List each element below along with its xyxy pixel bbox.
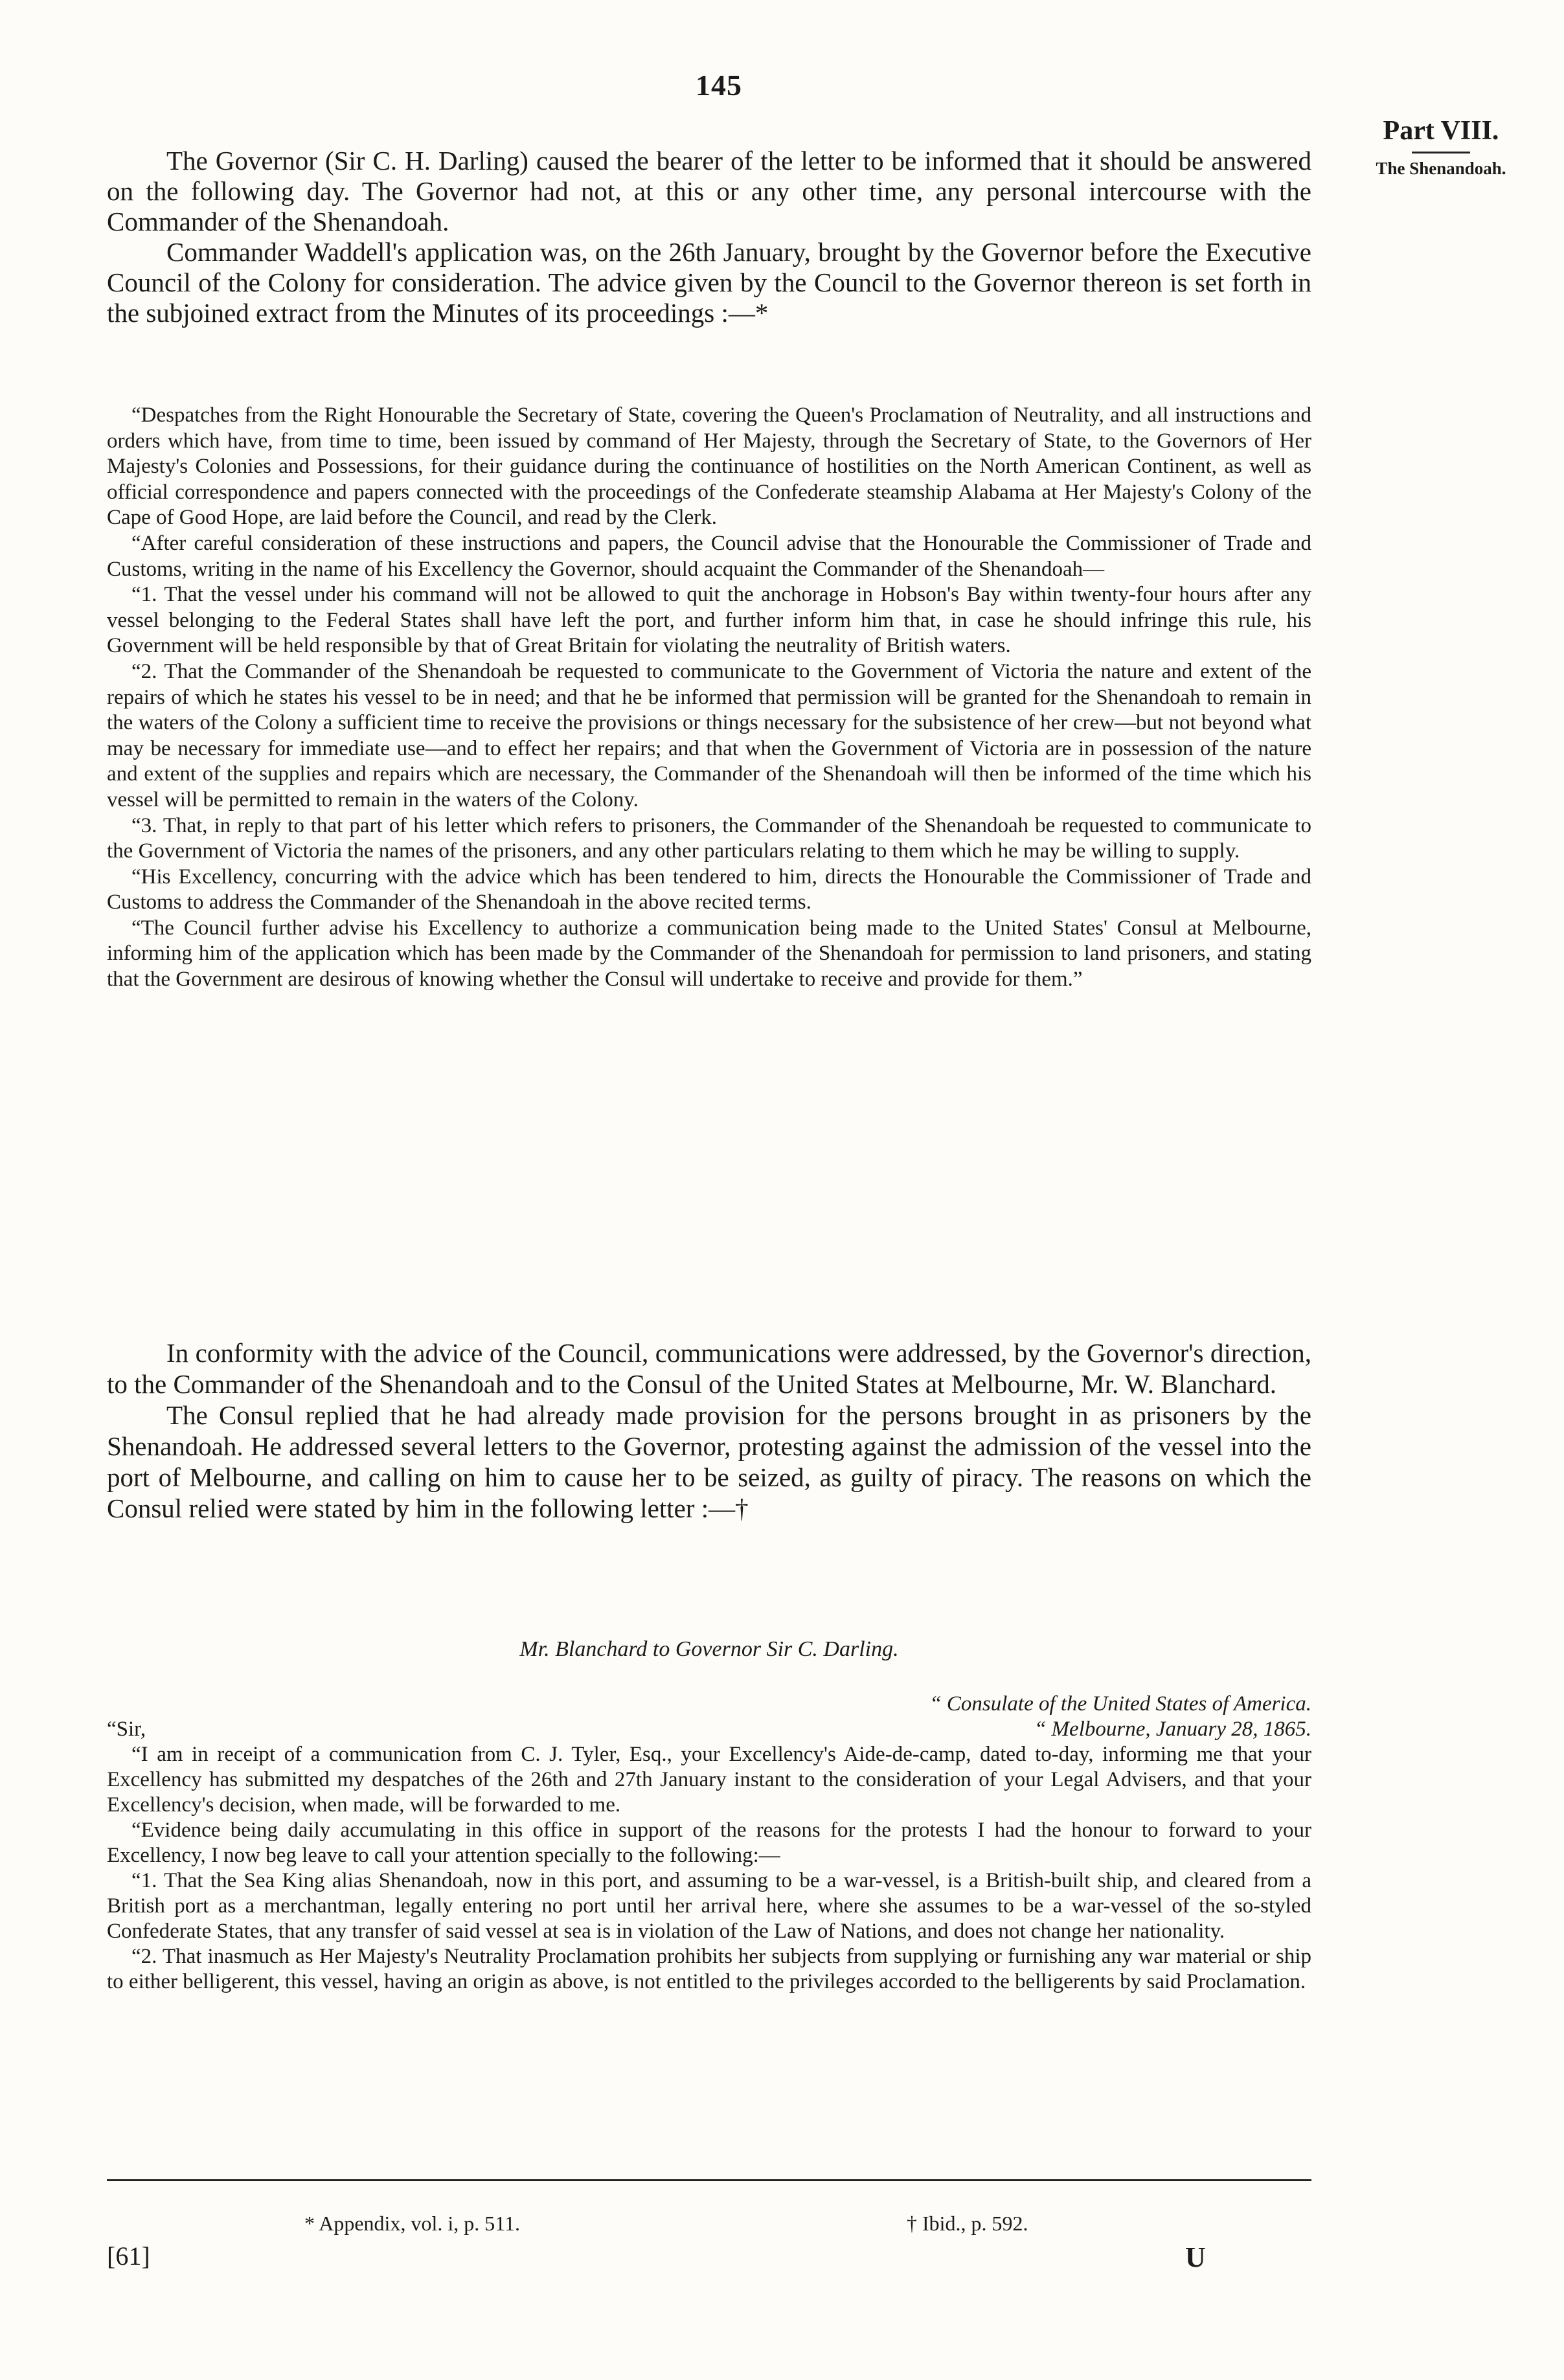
quote-paragraph: “The Council further advise his Excellency to authorize a communication being made to the United States' Consul at Melbourne, informing him of the application which has been made by the Commander of the Shenandoah for permission to land prisoners, and stating that the Government are desirous of knowing whether the Consul will undertake to receive and provide for them.” <box>107 916 1311 992</box>
letter-salutation <box>107 1717 1311 1742</box>
quote-paragraph: “2. That the Commander of the Shenandoah be requested to communicate to the Government of Victoria the nature and extent of the repairs of which he states his vessel to be in need; and that he be informed that permission will be granted for the Shenandoah to remain in the waters of the Colony a sufficient time to receive the provisions or things necessary for the subsistence of her crew—but not beyond what may be necessary for immediate use—and to effect her repairs; and that when the Government of Victoria are in possession of the nature and extent of the supplies and repairs which are necessary, the Commander of the Shenandoah will then be informed of the time which his vessel will be permitted to remain in the waters of the Colony. <box>107 659 1311 811</box>
margin-rule <box>1412 152 1470 153</box>
margin-note <box>1334 115 1548 179</box>
intro-section <box>107 146 1311 328</box>
page-number: 145 <box>696 69 742 102</box>
letter-paragraph: “2. That inasmuch as Her Majesty's Neutrality Proclamation prohibits her subjects from supplying or furnishing any war material or ship to either belligerent, this vessel, having an origin as above, is not entitled to the privileges accorded to the belligerents by said Proclamation. <box>107 1945 1311 1993</box>
quote-paragraph: “3. That, in reply to that part of his letter which refers to prisoners, the Commander of the Shenandoah be requested to communicate to the Government of Victoria the names of the prisoners, and any other particulars relating to them which he may be willing to supply. <box>107 813 1311 863</box>
footnote-ibid: † Ibid., p. 592. <box>907 2212 1028 2235</box>
quote-paragraph: “His Excellency, concurring with the advice which has been tendered to him, directs the Honourable the Commissioner of Trade and Customs to address the Commander of the Shenandoah in the above recited terms. <box>107 865 1311 914</box>
letter-paragraph: “1. That the Sea King alias Shenandoah, now in this port, and assuming to be a war-vessel, is a British-built ship, and cleared from a British port as a merchantman, legally entering no port until her arrival here, where she assumes to be a war-vessel of the so-styled Confederate States, that any transfer of said vessel at sea is in violation of the Law of Nations, and does not change her nationality. <box>107 1869 1311 1943</box>
summary-paragraph: In conformity with the advice of the Council, communications were addressed, by the Governor's direction, to the Commander of the Shenandoah and to the Consul of the United States at Melbourne, Mr. W. Blanchard. <box>107 1338 1311 1399</box>
signature-letter: U <box>1185 2241 1206 2273</box>
letter-salutation-text: “Sir, <box>107 1717 146 1741</box>
letter-dateline: “ Consulate of the United States of America. <box>929 1692 1311 1716</box>
quote-paragraph: “1. That the vessel under his command will not be allowed to quit the anchorage in Hobson's Bay within twenty-four hours after any vessel belonging to the Federal States shall have left the port, and further inform him that, in case he should infringe this rule, his Government will be held responsible by that of Great Britain for violating the neutrality of British waters. <box>107 583 1311 658</box>
quote-paragraph: “After careful consideration of these instructions and papers, the Council advise that the Honourable the Commissioner of Trade and Customs, writing in the name of his Excellency the Governor, should acquaint the Commander of the Shenandoah— <box>107 531 1311 581</box>
letter-body <box>107 1692 1311 1995</box>
footnote-appendix: * Appendix, vol. i, p. 511. <box>304 2212 521 2235</box>
margin-part: Part VIII. <box>1383 116 1499 146</box>
council-minutes-extract <box>107 403 1311 993</box>
intro-paragraph: Commander Waddell's application was, on the 26th January, brought by the Governor before the Executive Council of the Colony for consideration. The advice given by the Council to the Governor thereon is set forth in the subjoined extract from the Minutes of its proceedings :—* <box>107 237 1311 328</box>
quote-paragraph: “Despatches from the Right Honourable the Secretary of State, covering the Queen's Proclamation of Neutrality, and all instructions and orders which have, from time to time, been issued by command of Her Majesty, through the Secretary of State, to the Governors of Her Majesty's Colonies and Possessions, for their guidance during the continuance of hostilities on the North American Continent, as well as official correspondence and papers connected with the proceedings of the Confederate steamship Alabama at Her Majesty's Colony of the Cape of Good Hope, are laid before the Council, and read by the Clerk. <box>107 403 1311 530</box>
margin-topic: The Shenandoah. <box>1376 159 1506 178</box>
letter-title: Mr. Blanchard to Governor Sir C. Darling. <box>519 1637 899 1661</box>
printer-signature: [61] <box>107 2241 150 2271</box>
summary-section <box>107 1337 1311 1524</box>
letter-dateline: “ Melbourne, January 28, 1865. <box>1034 1717 1311 1741</box>
footnote-divider <box>107 2179 1311 2181</box>
letter-paragraph: “I am in receipt of a communication from C. J. Tyler, Esq., your Excellency's Aide-de-camp, dated to-day, informing me that your Excellency has submitted my despatches of the 26th and 27th January instant to the consideration of your Legal Advisers, and that your Excellency's decision, when made, will be forwarded to me. <box>107 1743 1311 1817</box>
summary-paragraph: The Consul replied that he had already made provision for the persons brought in as prisoners by the Shenandoah. He addressed several letters to the Governor, protesting against the admission of the vessel into the port of Melbourne, and calling on him to cause her to be seized, as guilty of piracy. The reasons on which the Consul relied were stated by him in the following letter :—† <box>107 1400 1311 1523</box>
intro-paragraph: The Governor (Sir C. H. Darling) caused the bearer of the letter to be informed that it should be answered on the following day. The Governor had not, at this or any other time, any personal intercourse with the Commander of the Shenandoah. <box>107 146 1311 236</box>
letter-paragraph: “Evidence being daily accumulating in this office in support of the reasons for the protests I had the honour to forward to your Excellency, I now beg leave to call your attention specially to the following:— <box>107 1819 1311 1867</box>
